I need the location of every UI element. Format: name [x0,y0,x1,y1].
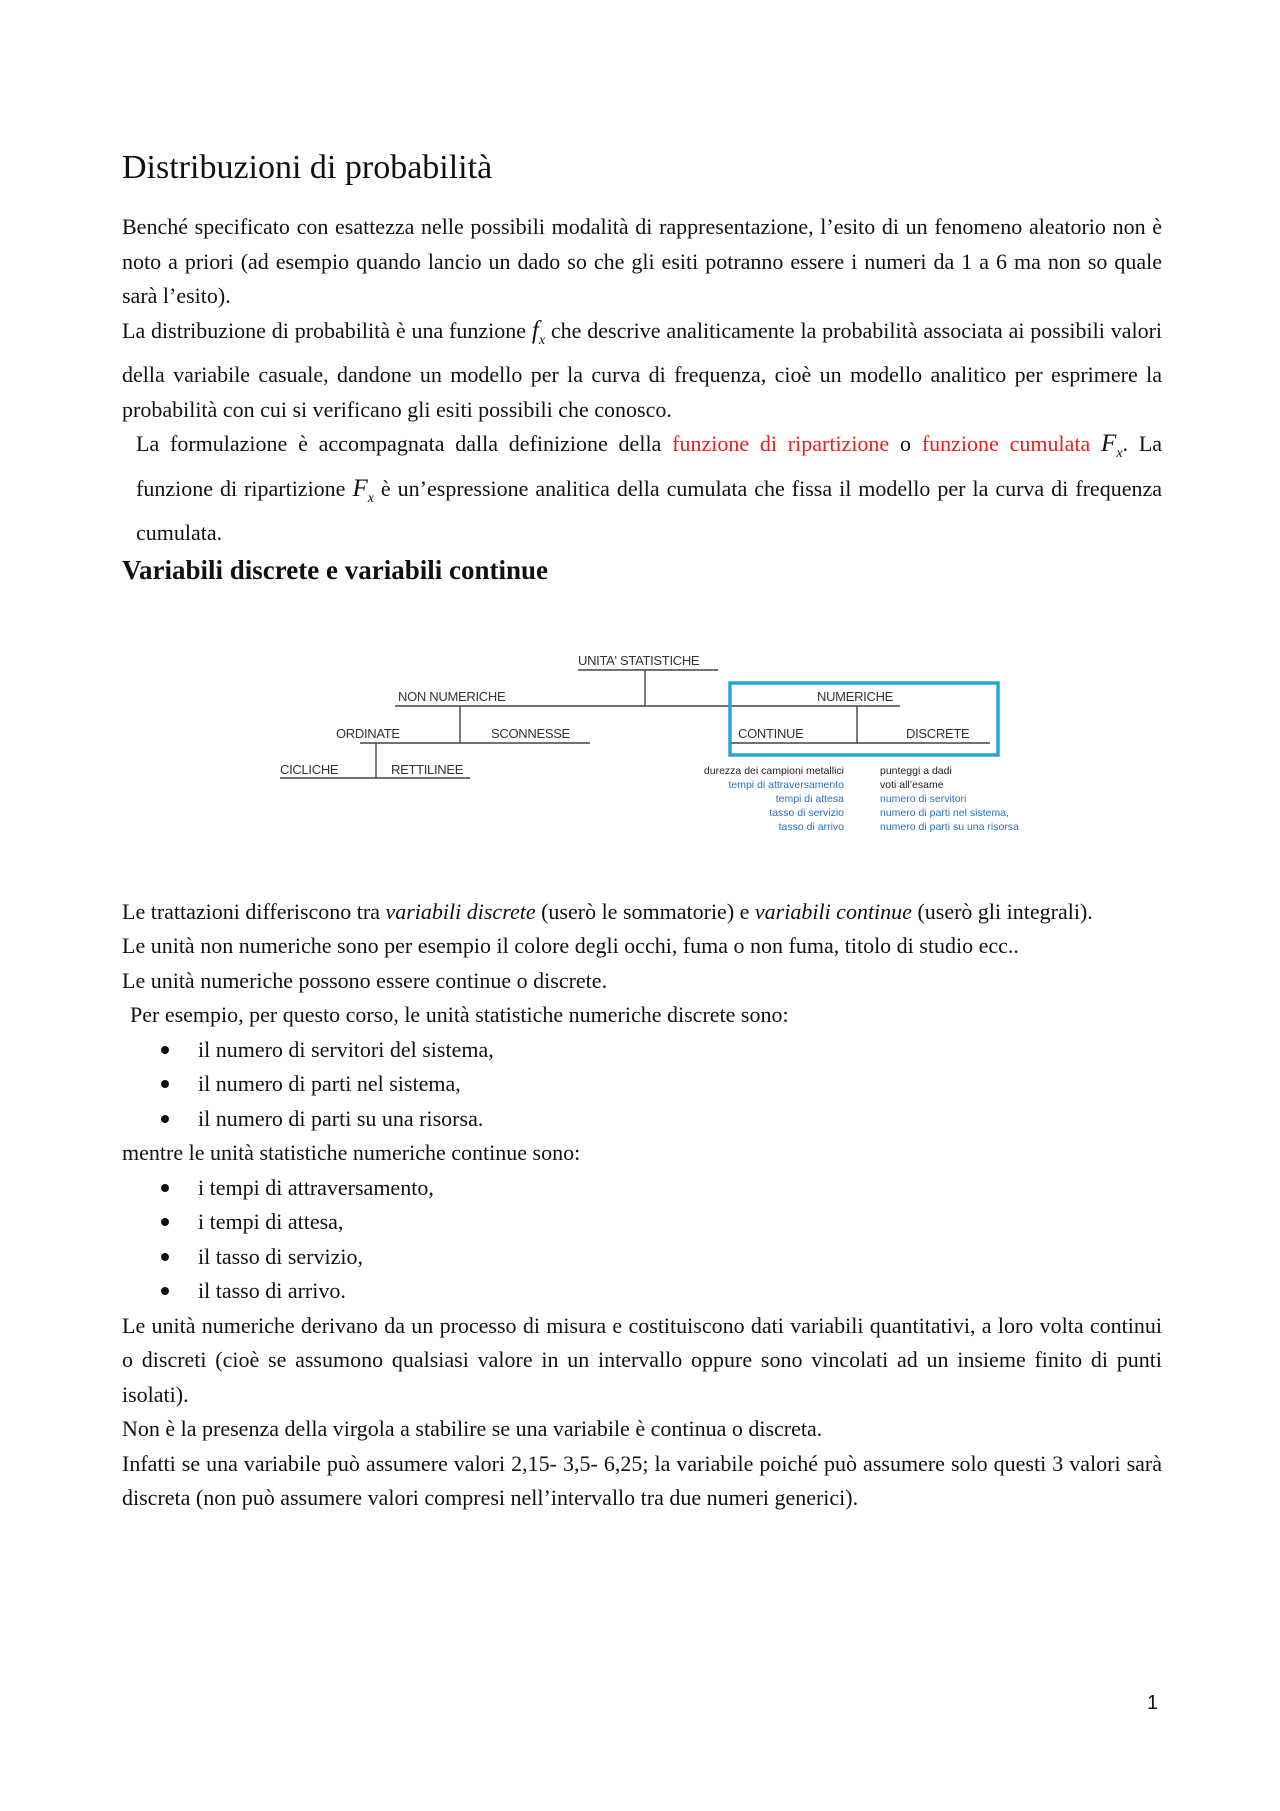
section-heading: Variabili discrete e variabili continue [122,554,548,585]
paragraph-trattazioni [122,895,1162,930]
math-symbol: F [1101,430,1117,457]
example-label: numero di parti nel sistema, [880,807,1009,819]
node-sconnesse: SCONNESSE [491,726,570,741]
paragraph-measure: Le unità numeriche derivano da un processo di misura e costituiscono dati variabili quantitativi, a loro volta continui o discreti (cioè se assumono qualsiasi valore in un intervallo oppure sono vincolati ad un insieme finito di punti isolati). [122,1312,1162,1407]
page-title: Distribuzioni di probabilità [122,149,493,186]
node-cicliche: CICLICHE [280,762,339,777]
example-label: numero di servitori [880,793,967,805]
node-continue: CONTINUE [738,726,804,741]
math-subscript: x [1116,446,1123,461]
example-label: tasso di servizio [769,807,844,819]
example-label: durezza dei campioni metallici [703,765,844,777]
paragraph-example: Per esempio, per questo corso, le unità statistiche numeriche discrete sono: [130,1002,789,1027]
node-numeriche: NUMERICHE [817,689,894,704]
text-segment: è un’espressione analitica della cumulata che fissa il modello per la curva di frequenza cumulata. [136,475,1162,545]
list-discrete [122,1033,1162,1137]
discrete-examples [880,765,1019,833]
example-label: tempi di attraversamento [728,779,844,791]
text-segment: che descrive analiticamente la probabilità associata ai possibili valori della variabile casuale, dandone un modello per la curva di frequenza, cioè un modello analitico per esprimere la probabilità con cui si verificano gli esiti possibili che conosco. [122,317,1163,422]
paragraph-continue-intro: mentre le unità statistiche numeriche continue sono: [122,1140,581,1165]
text-segment: (userò le sommatorie) e [535,898,755,924]
term-discrete: variabili discrete [385,898,536,924]
text-segment: . La funzione di ripartizione [136,431,1163,501]
list-item: i tempi di attraversamento, [198,1171,1162,1206]
classification-diagram [270,640,1030,840]
text-segment: (userò gli integrali). [911,898,1093,924]
math-Fx-2 [352,474,374,506]
term-cumulata: funzione cumulata [921,431,1091,456]
math-symbol: f [531,316,539,344]
math-subscript: x [538,332,546,348]
paragraph-non-numeric: Le unità non numeriche sono per esempio il colore degli occhi, fuma o non fuma, titolo di studio ecc.. [122,933,1019,958]
text-segment: La formulazione è accompagnata dalla definizione della [136,431,673,456]
list-item: il numero di servitori del sistema, [198,1033,1162,1068]
text-segment: La distribuzione di probabilità è una funzione [122,317,532,343]
paragraph-intro: Benché specificato con esattezza nelle possibili modalità di rappresentazione, l’esito di un fenomeno aleatorio non è noto a priori (ad esempio quando lancio un dado so che gli esiti potranno essere i numeri da 1 a 6 ma non so quale sarà l’esito). [122,214,1162,308]
example-label: punteggi a dadi [880,765,952,777]
paragraph-cumulative [122,427,1162,551]
diagram-lines [280,670,990,778]
list-continue [122,1171,1162,1309]
text-segment: Le trattazioni differiscono tra [122,898,386,924]
math-Fx [1101,430,1123,461]
node-non-numeriche: NON NUMERICHE [398,689,506,704]
list-item: il tasso di servizio, [198,1240,1162,1275]
example-label: numero di parti su una risorsa [880,821,1019,833]
node-discrete: DISCRETE [906,726,970,741]
math-symbol: F [352,474,368,502]
continue-examples [704,765,844,833]
math-fx [531,316,546,348]
paragraph-infatti: Infatti se una variabile può assumere valori 2,15- 3,5- 6,25; la variabile poiché può assumere solo questi 3 valori sarà discreta (non può assumere valori compresi nell’intervallo tra due numeri generici). [122,1450,1162,1510]
list-item: il numero di parti nel sistema, [198,1067,1162,1102]
example-label: voti all’esame [880,779,944,791]
math-subscript: x [367,490,374,506]
term-continue: variabili continue [754,898,912,924]
paragraph-distribution [122,314,1162,428]
paragraph-numeric: Le unità numeriche possono essere continue o discrete. [122,967,608,993]
example-label: tempi di attesa [775,793,844,805]
paragraph-comma: Non è la presenza della virgola a stabilire se una variabile è continua o discreta. [122,1416,823,1441]
node-root: UNITA' STATISTICHE [578,653,700,668]
example-label: tasso di arrivo [778,821,844,833]
node-rettilinee: RETTILINEE [391,762,464,777]
list-item: i tempi di attesa, [198,1205,1162,1240]
page-number: 1 [1147,1692,1159,1714]
node-ordinate: ORDINATE [336,726,400,741]
term-ripartizione: funzione di ripartizione [672,431,890,456]
list-item: il tasso di arrivo. [198,1274,1162,1309]
list-item: il numero di parti su una risorsa. [198,1102,1162,1137]
text-segment: o [889,431,922,456]
